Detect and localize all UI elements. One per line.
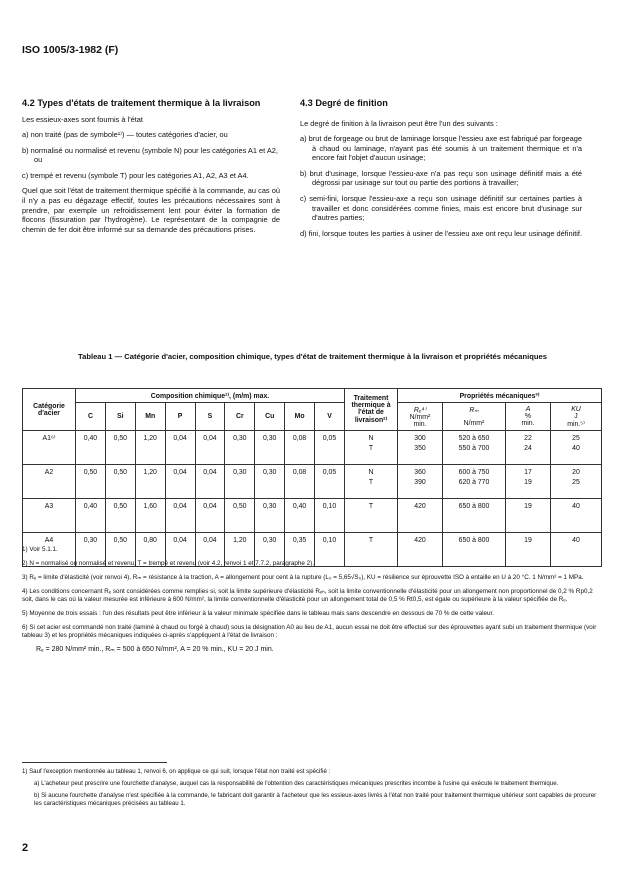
list-item: d) fini, lorsque toutes les parties à usiner de l'essieu axe ont reçu leur usinage définitif. [300,228,583,238]
table-cell [506,431,551,465]
table-notes [22,546,602,660]
footnote [22,768,602,812]
cell-line: N [368,469,374,476]
table-cell: 0,40 [285,499,315,533]
table-cell [345,431,398,465]
table-note: 5) Moyenne de trois essais : l'un des résultats peut être inférieur à la valeur minimale spécifiée dans le tableau mais sans descendre en dessous de 70 % de cette valeur. [22,610,494,617]
header-re: Rₑ⁴⁾ N/mm² min. [398,403,443,431]
list-item: b) normalisé ou normalisé et revenu (symbole N) pour les catégories A1 et A2, ou [22,145,278,165]
table-cell: 0,80 [135,533,165,567]
table-cell: 0,04 [195,431,225,465]
table-cell: 0,40 [76,431,106,465]
table-cell: 0,50 [105,533,135,567]
cell-line: 300 [414,435,426,442]
cell-line: N [368,435,374,442]
table-cell: 0,35 [285,533,315,567]
list-item: c) semi-fini, lorsque l'essieu-axe a reçu son usinage définitif sur certaines parties à travailler et donc considérées comme finies, mais est encore brut d'usinage sur d'autres parties; [300,194,582,223]
section-4-3-intro: Le degré de finition à la livraison peut être l'un des suivants : [300,118,498,128]
list-item: a) non traité (pas de symbole¹⁾) — toutes catégories d'acier, ou [22,130,228,140]
cell-line: T [368,537,374,544]
table-cell: 0,08 [285,465,315,499]
table-cell: 0,04 [165,533,195,567]
table-cell: 1,20 [225,533,255,567]
table-cell: A2 [23,465,76,499]
cell-line: 550 à 700 [458,445,490,452]
list-item: b) brut d'usinage, lorsque l'essieu-axe n'a pas reçu son usinage définitif mais a été dégrossi par usinage sur tout ou partie des portions à travailler; [300,168,582,188]
table-cell: 0,30 [255,465,285,499]
table-cell: 0,05 [315,431,345,465]
header-properties: Propriétés mécaniques³⁾ [398,389,602,403]
cell-line: 350 [414,445,426,452]
table-cell: 0,50 [105,499,135,533]
cell-line: 19 [524,503,532,510]
table-1 [22,388,602,567]
header-element: S [195,403,225,431]
header-element: Mn [135,403,165,431]
cell-line: 360 [414,469,426,476]
cell-line: T [368,479,374,486]
table-cell: 0,50 [105,465,135,499]
table-cell: 0,40 [76,499,106,533]
document-header: ISO 1005/3-1982 (F) [22,44,119,56]
cell-line: 390 [414,479,426,486]
header-element: Si [105,403,135,431]
table-cell: A1⁶⁾ [23,431,76,465]
cell-line: 420 [414,503,426,510]
cell-line: 19 [524,537,532,544]
table-cell: 1,20 [135,465,165,499]
table-cell: 0,04 [195,533,225,567]
page-number: 2 [22,842,29,854]
table-cell: 0,05 [315,465,345,499]
table-row [23,465,602,499]
table-row [23,499,602,533]
table-cell: 0,30 [255,431,285,465]
header-element: Mo [285,403,315,431]
table-cell: 0,10 [315,533,345,567]
header-element: C [76,403,106,431]
table-cell [443,431,506,465]
table-cell: 1,20 [135,431,165,465]
table-note: 4) Les conditions concernant Rₑ sont considérées comme remplies si, soit la limite supérieure d'élasticité Rₑₕ, soit la limite conventionnelle d'élasticité pour un allongement non proportionnel de 0,2 % Rp0,2 soit, dans le cas où la valeur mesurée est inférieure à 600 N/mm², la limite conventionnelle d'élasticité pour un allongement total de 0,5 % Rt0,5, est égale ou supérieure à la valeur spécifiée de Rₑ. [22,588,593,603]
note-6-values: Rₑ = 280 N/mm² min., Rₘ = 500 à 650 N/mm², A = 20 % min., KU = 20 J min. [36,646,274,653]
header-composition: Composition chimique¹⁾, (m/m) max. [76,389,345,403]
cell-line: T [368,503,374,510]
table-cell: 0,50 [76,465,106,499]
table-cell [506,499,551,533]
table-cell: 0,08 [285,431,315,465]
table-cell [345,499,398,533]
right-column [300,98,582,244]
header-ku: KU J min.⁵⁾ [551,403,602,431]
cell-line: 19 [524,479,532,486]
section-4-2-heading: 4.2 Types d'états de traitement thermique à la livraison [22,98,261,108]
section-4-2-intro: Les essieux-axes sont fournis à l'état [22,114,143,124]
table-note: 3) Rₑ = limite d'élasticité (voir renvoi 4), Rₘ = résistance à la traction, A = allongement pour cent à la rupture (L₀ = 5,65√S₀), KU = résilience sur éprouvette ISO à entaille en U à 20 °C. 1 N/mm² = 1 MPa. [22,574,584,581]
table-cell: 1,60 [135,499,165,533]
header-a: A % min. [506,403,551,431]
cell-line: 40 [572,503,580,510]
table-cell [551,465,602,499]
footnote-rule [22,762,167,763]
table-cell: 0,04 [165,431,195,465]
cell-line: 17 [524,469,532,476]
table-cell [551,431,602,465]
table-note: 2) N = normalisé ou normalisé et revenu, T = trempé et revenu (voir 4.2, renvoi 1 et 7.7.2, paragraphe 2). [22,560,315,567]
cell-line: 600 à 750 [458,469,490,476]
cell-line: 24 [524,445,532,452]
header-element: P [165,403,195,431]
table-cell [345,465,398,499]
section-4-3-heading: 4.3 Degré de finition [300,98,388,108]
table-cell: 0,50 [105,431,135,465]
table-note: 1) Voir 5.1.1. [22,546,58,553]
footnote-item: b) Si aucune fourchette d'analyse n'est spécifiée à la commande, le fabricant doit garantir à l'acheteur que les essieux-axes livrés à l'état non traité pour traitement thermique ultérieur sont capables de procurer les caractéristiques mécaniques précisées au tableau 1. [34,792,597,807]
table-cell: 0,30 [255,533,285,567]
header-element: Cu [255,403,285,431]
list-item: a) brut de forgeage ou brut de laminage lorsque l'essieu axe est fabriqué par forgeage à chaud ou laminage, n'ayant pas été soumis à un traitement thermique et n'a encore fait l'objet d'aucun usinage; [300,134,582,163]
cell-line: 25 [572,479,580,486]
table-cell [443,499,506,533]
table-cell: 0,50 [225,499,255,533]
table-cell: 0,04 [195,499,225,533]
table-cell: A3 [23,499,76,533]
header-element: Cr [225,403,255,431]
header-rm: Rₘ N/mm² [443,403,506,431]
table-note: 6) Si cet acier est commandé non traité (laminé à chaud ou forgé à chaud) sous la désignation A0 au lieu de A1, aucun essai ne doit être effectué sur des éprouvettes ayant subi un traitement thermique (voir tableau 3) et les propriétés mécaniques indiquées ci-après s'appliquent à l'état de livraison : [22,624,597,639]
table-cell [506,465,551,499]
header-category: Catégorie d'acier [23,389,76,431]
table-cell: 0,30 [225,465,255,499]
cell-line: 20 [572,469,580,476]
table-cell: A4 [23,533,76,567]
table-cell [398,465,443,499]
footnote-intro: 1) Sauf l'exception mentionnée au tableau 1, renvoi 6, on applique ce qui suit, lorsque l'état non traité est spécifié : [22,768,331,775]
table-cell: 0,30 [76,533,106,567]
table-cell: 0,04 [195,465,225,499]
header-element: V [315,403,345,431]
table-caption: Tableau 1 — Catégorie d'acier, composition chimique, types d'état de traitement thermique à la livraison et propriétés mécaniques [78,352,547,361]
cell-line: 40 [572,445,580,452]
table-cell [398,499,443,533]
table-cell [398,431,443,465]
table-cell [443,465,506,499]
cell-line: 25 [572,435,580,442]
cell-line: 620 à 770 [458,479,490,486]
table-cell: 0,30 [225,431,255,465]
cell-line: 420 [414,537,426,544]
cell-line: T [368,445,374,452]
cell-line: 650 à 800 [458,503,490,510]
table-cell [551,499,602,533]
footnote-item: a) L'acheteur peut prescrire une fourchette d'analyse, auquel cas la responsabilité de l'obtention des caractéristiques mécaniques prescrites incombe à l'usine qui exécute le traitement thermique. [34,780,559,787]
table-row [23,431,602,465]
cell-line: 650 à 800 [458,537,490,544]
cell-line: 22 [524,435,532,442]
left-column [22,98,280,240]
header-treatment: Traitement thermique à l'état de livraison²⁾ [345,389,398,431]
table-cell: 0,04 [165,465,195,499]
table-cell: 0,04 [165,499,195,533]
list-item: c) trempé et revenu (symbole T) pour les catégories A1, A2, A3 et A4. [22,170,249,180]
cell-line: 520 à 650 [458,435,490,442]
cell-line: 40 [572,537,580,544]
table-cell: 0,30 [255,499,285,533]
table-cell: 0,10 [315,499,345,533]
section-4-2-paragraph: Quel que soit l'état de traitement thermique spécifié à la commande, au cas où il n'y a pas eu dégazage effectif, toutes les précautions nécessaires sont à prendre, par exemple un refroidissement lent pour éviter la formation de flocons (fissuration par l'hydrogène). Le représentant de la compagnie de chemin de fer doit être informé sur sa demande des précautions prises. [22,186,280,234]
